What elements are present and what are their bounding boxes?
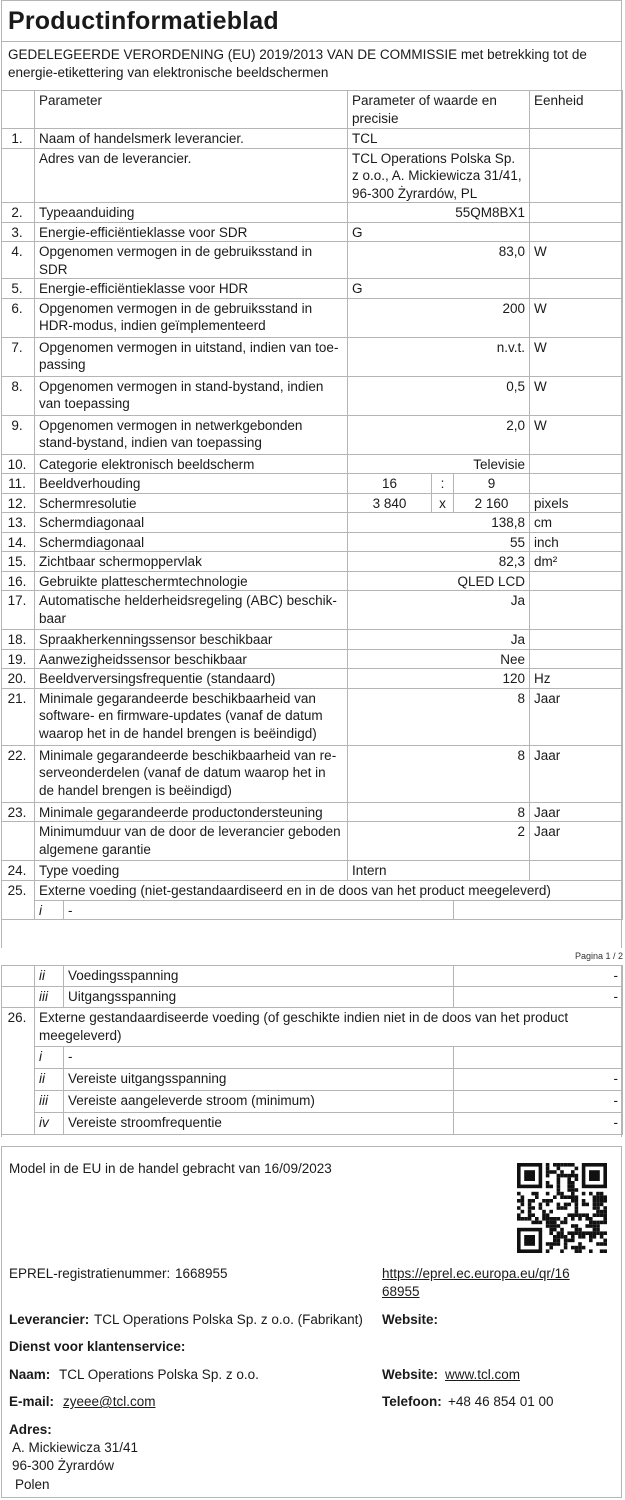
sub-index: i [35,900,64,920]
parameter-cell: Beeldverhouding [35,474,348,494]
value-cell: 8 [348,688,530,745]
value-cell: 55QM8BX1 [348,203,530,223]
value-cell: Ja [348,591,530,630]
sub-row [2,1113,623,1135]
row-number: 17. [2,591,35,630]
unit-cell: Hz [530,669,623,689]
sub-row [2,1047,623,1069]
parameter-cell: Beeldverversingsfrequentie (standaard) [35,669,348,689]
page-title: Productinformatieblad [8,7,279,35]
parameter-cell: Minimumduur van de door de leverancier geboden algemene garantie [35,822,348,861]
sub-value [454,1047,623,1069]
value-separator: x [432,493,454,513]
parameter-cell: Gebruikte platteschermtechnologie [35,571,348,591]
parameter-cell: Energie-efficiëntieklasse voor SDR [35,222,348,242]
row-number: 18. [2,630,35,650]
parameter-cell: Spraakherkenningssensor beschikbaar [35,630,348,650]
parameter-cell: Aanwezigheidssensor beschikbaar [35,649,348,669]
parameter-cell: Energie-efficiëntieklasse voor HDR [35,279,348,299]
address-label: Adres: [9,1422,52,1437]
sub-index: i [35,1047,64,1069]
parameter-cell: Schermresolutie [35,493,348,513]
sub-value: - [454,966,623,987]
row-number: 14. [2,532,35,552]
parameter-cell: Typeaanduiding [35,203,348,223]
unit-cell: W [530,298,623,337]
product-table [1,90,623,920]
name-label: Naam: [9,1367,51,1382]
unit-cell: W [530,242,623,279]
website-label: Website: [382,1312,439,1327]
unit-cell: Jaar [530,745,623,802]
table-row [2,222,623,242]
unit-cell: Jaar [530,822,623,861]
row-number: 23. [2,802,35,822]
unit-cell: W [530,415,623,454]
parameter-cell: Zichtbaar schermoppervlak [35,552,348,572]
value-cell: 8 [348,802,530,822]
product-sheet-page-2 [1,965,622,1137]
value-cell: G [348,279,530,299]
parameter-cell: Opgenomen vermogen in de gebruiksstand in SDR [35,242,348,279]
table-row [2,129,623,149]
value-cell: TCL [348,129,530,149]
row-number: 25. [2,880,35,920]
address-line-2: 96-300 Żyrardów [12,1458,115,1473]
eprel-link-line1: https://eprel.ec.europa.eu/qr/16 [382,1266,570,1281]
eprel-link[interactable] [382,1266,570,1281]
model-date: Model in de EU in de handel gebracht van 16/09/2023 [9,1161,332,1176]
row-number: 16. [2,571,35,591]
unit-cell [530,148,623,203]
row-number: 12. [2,493,35,513]
email-label: E-mail: [9,1394,55,1409]
table-row [2,571,623,591]
product-sheet-page-1 [1,0,622,948]
unit-cell: Jaar [530,802,623,822]
address-line-1: A. Mickiewicza 31/41 [12,1440,139,1455]
service-label: Dienst voor klantenservice: [9,1339,186,1354]
sub-index: ii [35,1069,64,1091]
table-row [2,1008,623,1047]
email-link[interactable]: zyeee@tcl.com [63,1394,156,1409]
header-value: Parameter of waarde en precisie [348,91,530,129]
header-parameter: Parameter [35,91,348,129]
website-link[interactable]: www.tcl.com [445,1367,521,1382]
sub-row [2,1069,623,1091]
value-cell-1: 16 [348,474,432,494]
supplier-value: TCL Operations Polska Sp. z o.o. (Fabrikant) [94,1312,363,1327]
parameter-cell: Opgenomen vermogen in de gebruiksstand in HDR-modus, indien geïmplementeerd [35,298,348,337]
table-row [2,513,623,533]
parameter-cell: Externe gestandaardiseerde voeding (of geschikte indien niet in de doos van het product meegeleverd) [35,1008,623,1047]
sub-value: - [454,1113,623,1135]
sub-label: Vereiste aangeleverde stroom (minimum) [64,1091,454,1113]
sub-row [2,987,623,1008]
value-cell: G [348,222,530,242]
unit-cell: cm [530,513,623,533]
parameter-cell: Naam of handelsmerk leverancier. [35,129,348,149]
regulation-text: GEDELEGEERDE VERORDENING (EU) 2019/2013 VAN DE COMMISSIE met betrekking tot de energie-etikettering van elektronische beeldschermen [2,41,621,90]
value-cell: Nee [348,649,530,669]
supplier-label: Leverancier: [9,1312,90,1327]
info-box [1,1146,622,1498]
table-row [2,415,623,454]
qr-code-icon[interactable] [517,1163,607,1253]
row-number: 24. [2,861,35,881]
unit-cell: W [530,337,623,376]
value-cell: 120 [348,669,530,689]
unit-cell [530,861,623,881]
unit-cell: pixels [530,493,623,513]
value-cell: 2,0 [348,415,530,454]
value-cell: 55 [348,532,530,552]
row-number: 9. [2,415,35,454]
parameter-cell: Externe voeding (niet-gestandaardiseerd en in de doos van het product meegeleverd) [35,880,623,900]
value-separator: : [432,474,454,494]
row-number: 21. [2,688,35,745]
row-number: 3. [2,222,35,242]
parameter-cell: Schermdiagonaal [35,513,348,533]
sub-label: - [64,900,454,920]
phone-label: Telefoon: [382,1394,442,1409]
sub-label: Vereiste uitgangsspanning [64,1069,454,1091]
parameter-cell: Opgenomen vermogen in uitstand, indien van toepassing [35,337,348,376]
table-row [2,493,623,513]
sub-value: - [454,987,623,1008]
table-row [2,298,623,337]
sub-index: iv [35,1113,64,1135]
row-number [2,148,35,203]
sub-value [454,900,623,920]
phone-value: +48 46 854 01 00 [448,1394,554,1409]
value-cell: 8 [348,745,530,802]
row-number: 20. [2,669,35,689]
value-cell: 0,5 [348,376,530,415]
row-number: 10. [2,454,35,474]
parameter-cell: Schermdiagonaal [35,532,348,552]
table-row [2,279,623,299]
unit-cell: W [530,376,623,415]
sub-label: Uitgangsspanning [64,987,454,1008]
unit-cell [530,649,623,669]
table-row [2,591,623,630]
unit-cell: Jaar [530,688,623,745]
parameter-cell: Automatische helderheidsregeling (ABC) beschikbaar [35,591,348,630]
table-row [2,203,623,223]
value-cell: Ja [348,630,530,650]
unit-cell: dm² [530,552,623,572]
table-row [2,337,623,376]
header-unit: Eenheid [530,91,623,129]
row-number: 5. [2,279,35,299]
row-number: 8. [2,376,35,415]
value-cell-2: 2 160 [454,493,530,513]
row-number: 26. [2,1008,35,1135]
table-row [2,148,623,203]
value-cell: 83,0 [348,242,530,279]
table-row [2,532,623,552]
table-header-row [2,91,623,129]
row-number-empty [2,987,35,1008]
unit-cell [530,129,623,149]
table-row [2,861,623,881]
parameter-cell: Minimale gegarandeerde beschikbaarheid van reserveonderdelen (vanaf de datum waarop het in de handel brengen is beëindigd) [35,745,348,802]
sub-label: Voedingsspanning [64,966,454,987]
unit-cell: inch [530,532,623,552]
website2-label: Website: [382,1367,439,1382]
value-cell: QLED LCD [348,571,530,591]
table-row [2,552,623,572]
table-row [2,822,623,861]
row-number: 6. [2,298,35,337]
eprel-link-cont[interactable] [382,1284,420,1299]
value-cell-1: 3 840 [348,493,432,513]
parameter-cell: Type voeding [35,861,348,881]
table-row [2,454,623,474]
sub-index: ii [35,966,64,987]
sub-index: iii [35,1091,64,1113]
row-number-empty [2,966,35,987]
eprel-number: 1668955 [175,1266,228,1281]
parameter-cell: Opgenomen vermogen in netwerkgebonden stand-bystand, indien van toepassing [35,415,348,454]
value-cell-2: 9 [454,474,530,494]
parameter-cell: Adres van de leverancier. [35,148,348,203]
eprel-link-line2: 68955 [382,1284,420,1299]
unit-cell [530,203,623,223]
row-number [2,822,35,861]
table-row [2,242,623,279]
parameter-cell: Opgenomen vermogen in stand-bystand, indien van toepassing [35,376,348,415]
table-row [2,802,623,822]
table-row [2,649,623,669]
product-table-continued [1,965,623,1135]
sub-value: - [454,1069,623,1091]
page-number: Pagina 1 / 2 [574,951,623,961]
sub-label: - [64,1047,454,1069]
row-number: 15. [2,552,35,572]
table-row [2,745,623,802]
sub-label: Vereiste stroomfrequentie [64,1113,454,1135]
product-table-continued-body [2,966,623,1135]
sub-index: iii [35,987,64,1008]
sub-row [2,1091,623,1113]
table-row [2,630,623,650]
address-line-3: Polen [15,1477,50,1492]
unit-cell [530,591,623,630]
value-cell: 200 [348,298,530,337]
row-number: 22. [2,745,35,802]
value-cell: Intern [348,861,530,881]
unit-cell [530,630,623,650]
row-number: 4. [2,242,35,279]
sub-row [2,966,623,987]
table-row [2,669,623,689]
row-number: 11. [2,474,35,494]
table-row [2,880,623,900]
value-cell: 2 [348,822,530,861]
parameter-cell: Minimale gegarandeerde beschikbaarheid van software- en firmware-updates (vanaf de datum waarop het in de handel brengen is beëindigd) [35,688,348,745]
row-number: 1. [2,129,35,149]
unit-cell [530,222,623,242]
table-row [2,688,623,745]
unit-cell [530,454,623,474]
row-number: 19. [2,649,35,669]
unit-cell [530,474,623,494]
value-cell: TCL Operations Polska Sp. z o.o., A. Mickiewicza 31/41, 96-300 Żyrardów, PL [348,148,530,203]
unit-cell [530,571,623,591]
row-number: 13. [2,513,35,533]
parameter-cell: Minimale gegarandeerde productondersteuning [35,802,348,822]
value-cell: n.v.t. [348,337,530,376]
sub-row [2,900,623,920]
value-cell: 138,8 [348,513,530,533]
parameter-cell: Categorie elektronisch beeldscherm [35,454,348,474]
sub-value: - [454,1091,623,1113]
table-row [2,474,623,494]
product-table-body [2,91,623,920]
name-value: TCL Operations Polska Sp. z o.o. [59,1367,259,1382]
unit-cell [530,279,623,299]
eprel-label: EPREL-registratienummer: [9,1266,171,1281]
value-cell: Televisie [348,454,530,474]
table-row [2,376,623,415]
row-number: 2. [2,203,35,223]
row-number: 7. [2,337,35,376]
value-cell: 82,3 [348,552,530,572]
